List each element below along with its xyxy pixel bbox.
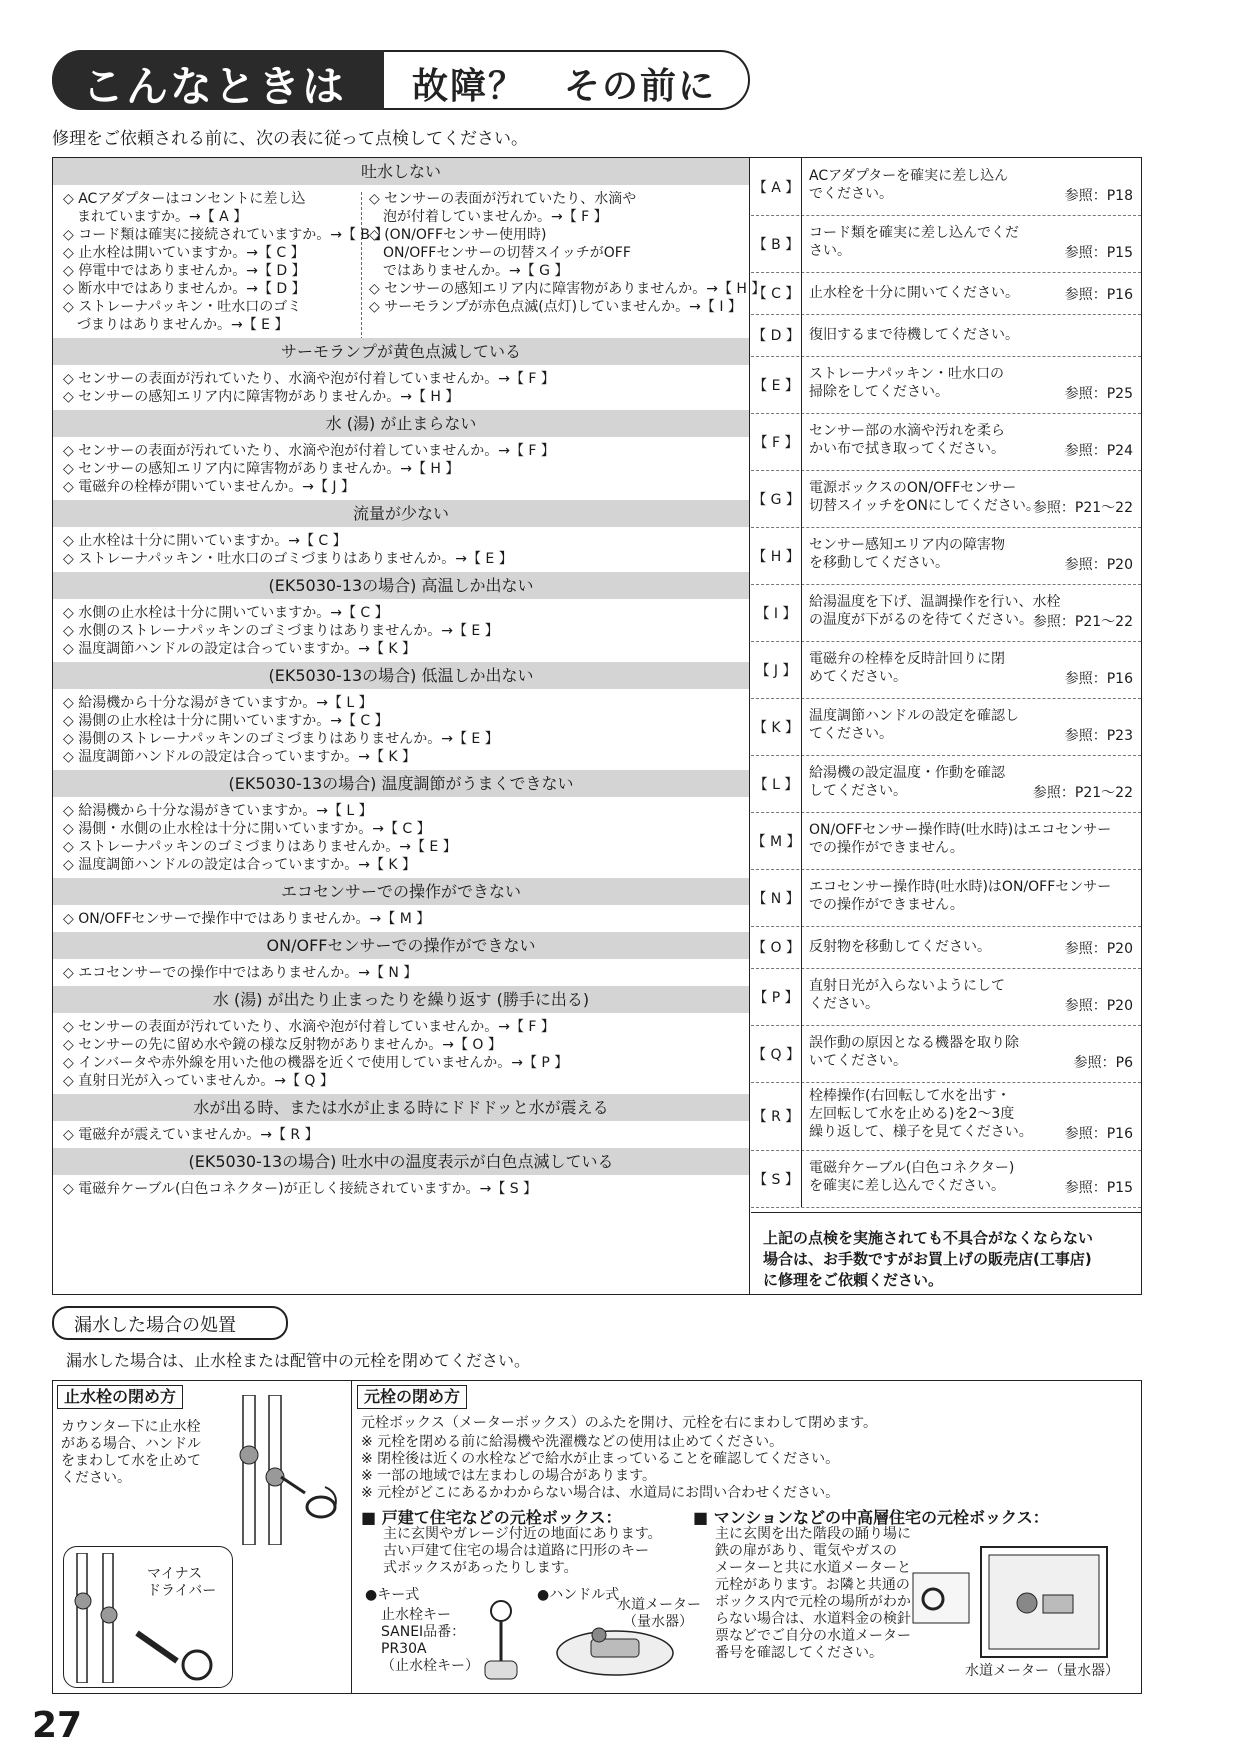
house-text: 古い戸建て住宅の場合は道路に円形のキー	[383, 1543, 649, 1559]
key-label: PR30A	[381, 1641, 427, 1657]
leak-title: 漏水した場合の処置	[74, 1315, 236, 1336]
leak-box	[52, 1380, 1142, 1694]
contact-note-line: 場合は、お手数ですがお買上げの販売店(工事店)	[763, 1250, 1092, 1268]
header-subtitle: 故障？ その前に	[412, 66, 717, 107]
check-item: ◇ センサーの表面が汚れていたり、水滴や泡が付着していませんか。→【 F 】	[63, 443, 555, 459]
remedy-text: 電源ボックスのON/OFFセンサー	[809, 480, 1017, 496]
remedy-page-ref: 参照：P21～22	[1032, 614, 1133, 630]
check-item: ON/OFFセンサーの切替スイッチがOFF	[369, 245, 631, 261]
symptom-heading: サーモランプが黄色点滅している	[53, 338, 749, 365]
remedy-text: 直射日光が入らないようにして	[809, 978, 1005, 994]
remedy-text: コード類を確実に差し込んでくだ	[809, 225, 1019, 241]
remedy-row	[751, 584, 1141, 642]
check-item: ◇ 電磁弁の栓棒が開いていませんか。→【 J 】	[63, 479, 355, 495]
remedy-text: さい。	[809, 243, 851, 259]
remedy-text: を確実に差し込んでください。	[809, 1178, 1005, 1194]
remedy-text: エコセンサー操作時(吐水時)はON/OFFセンサー	[809, 879, 1112, 895]
symptom-heading: 水 (湯) が止まらない	[53, 410, 749, 437]
remedy-code: 【 H 】	[751, 527, 802, 584]
check-item: ◇ ストレーナパッキン・吐水口のゴミ	[63, 299, 302, 315]
driver-label: マイナス	[147, 1566, 203, 1582]
check-item: ◇ センサーの感知エリア内に障害物がありませんか。→【 H 】	[63, 389, 460, 405]
remedy-row	[751, 755, 1141, 813]
remedy-text: 栓棒操作(右回転して水を出す・	[809, 1088, 1011, 1104]
remedy-text: 掃除をしてください。	[809, 384, 949, 400]
panel-divider	[351, 1381, 352, 1693]
remedy-text: 切替スイッチをONにしてください。	[809, 498, 1040, 514]
mansion-text: 元栓があります。お隣と共通の	[715, 1577, 910, 1593]
remedy-text: 給湯機の設定温度・作動を確認	[809, 765, 1005, 781]
remedy-text: めてください。	[809, 669, 907, 685]
check-item: ◇ インバータや赤外線を用いた他の機器を近くで使用していませんか。→【 P 】	[63, 1055, 569, 1071]
check-item: ◇ 断水中ではありませんか。→【 D 】	[63, 281, 306, 297]
contact-note-line: 上記の点検を実施されても不具合がなくならない	[763, 1229, 1094, 1247]
remedy-row	[751, 698, 1141, 756]
remedy-page-ref: 参照：P23	[1064, 728, 1133, 744]
mansion-text: 主に玄関を出た階段の踊り場に	[715, 1526, 911, 1542]
stop-valve-illustration	[233, 1395, 349, 1545]
column-divider	[361, 192, 362, 340]
remedy-page-ref: 参照：P15	[1064, 245, 1133, 261]
remedy-page-ref: 参照：P20	[1064, 941, 1133, 957]
house-heading: ■ 戸建て住宅などの元栓ボックス：	[361, 1508, 622, 1527]
remedy-text: 電磁弁の栓棒を反時計回りに閉	[809, 651, 1005, 667]
remedy-text: ください。	[809, 996, 879, 1012]
house-text: 主に玄関やガレージ付近の地面にあります。	[383, 1526, 662, 1542]
check-item: ◇ エコセンサーでの操作中ではありませんか。→【 N 】	[63, 965, 418, 981]
remedy-code: 【 O 】	[751, 926, 802, 968]
remedy-page-ref: 参照：P20	[1064, 557, 1133, 573]
check-item: ◇ ストレーナパッキンのゴミづまりはありませんか。→【 E 】	[63, 839, 457, 855]
mansion-text: 票などでご自分の水道メーター	[715, 1628, 911, 1644]
remedy-page-ref: 参照：P6	[1073, 1055, 1133, 1071]
remedy-text: 反射物を移動してください。	[809, 939, 991, 955]
remedy-row	[751, 1150, 1141, 1208]
remedy-text: かい布で拭き取ってください。	[809, 441, 1005, 457]
leak-section-title	[52, 1306, 288, 1340]
remedy-text: ON/OFFセンサー操作時(吐水時)はエコセンサー	[809, 822, 1112, 838]
remedy-text: 繰り返して、様子を見てください。	[809, 1124, 1033, 1140]
remedy-row	[751, 968, 1141, 1026]
mansion-text: メーターと共に水道メーターと	[715, 1560, 911, 1576]
main-valve-note: ※ 元栓がどこにあるかわからない場合は、水道局にお問い合わせください。	[361, 1485, 840, 1501]
check-item: ◇ 直射日光が入っていませんか。→【 Q 】	[63, 1073, 334, 1089]
page-number: 27	[32, 1705, 83, 1746]
remedy-text: 電磁弁ケーブル(白色コネクター)	[809, 1160, 1015, 1176]
symptom-heading: (EK5030-13の場合) 低温しか出ない	[53, 662, 749, 689]
remedy-code: 【 G 】	[751, 470, 802, 527]
remedy-page-ref: 参照：P20	[1064, 998, 1133, 1014]
remedy-text: での操作ができません。	[809, 840, 964, 856]
check-item: ◇ ストレーナパッキン・吐水口のゴミづまりはありませんか。→【 E 】	[63, 551, 513, 567]
meter-label: 水道メーター	[617, 1597, 701, 1613]
stop-valve-label: 止水栓の閉め方	[57, 1385, 183, 1409]
remedy-code: 【 K 】	[751, 698, 802, 755]
check-item: ◇ 湯側の止水栓は十分に開いていますか。→【 C 】	[63, 713, 389, 729]
check-item: ◇ センサーの表面が汚れていたり、水滴や	[369, 191, 637, 207]
remedy-text: してください。	[809, 783, 907, 799]
stop-valve-text: カウンター下に止水栓	[61, 1419, 201, 1435]
main-valve-label: 元栓の閉め方	[357, 1385, 467, 1409]
remedy-code: 【 J 】	[751, 641, 802, 698]
symptom-heading: エコセンサーでの操作ができない	[53, 878, 749, 905]
check-item: ◇ 止水栓は開いていますか。→【 C 】	[63, 245, 305, 261]
remedy-row	[751, 641, 1141, 699]
remedy-code: 【 I 】	[751, 584, 802, 641]
check-item: ◇ 湯側・水側の止水栓は十分に開いていますか。→【 C 】	[63, 821, 431, 837]
driver-label: ドライバー	[147, 1583, 217, 1599]
page-header	[52, 50, 748, 111]
header-title: こんなときは	[82, 62, 347, 111]
remedy-code: 【 B 】	[751, 215, 802, 272]
remedy-page-ref: 参照：P21～22	[1032, 785, 1133, 801]
remedy-row	[751, 527, 1141, 585]
remedy-code: 【 P 】	[751, 968, 802, 1025]
symptom-heading: ON/OFFセンサーでの操作ができない	[53, 932, 749, 959]
remedy-page-ref: 参照：P21～22	[1032, 500, 1133, 516]
remedy-text: 誤作動の原因となる機器を取り除	[809, 1035, 1019, 1051]
check-item: ◇ 温度調節ハンドルの設定は合っていますか。→【 K 】	[63, 641, 417, 657]
check-item: ◇ サーモランプが赤色点滅(点灯)していませんか。→【 I 】	[369, 299, 742, 315]
mansion-text: 鉄の扉があり、電気やガスの	[715, 1543, 897, 1559]
remedy-text: センサー部の水滴や汚れを柔ら	[809, 423, 1005, 439]
mansion-text: ボックス内で元栓の場所がわか	[715, 1594, 911, 1610]
remedy-text: いてください。	[809, 1053, 907, 1069]
contact-note-line: に修理をご依頼ください。	[763, 1271, 944, 1289]
remedy-code: 【 A 】	[751, 158, 802, 215]
check-item: ◇ センサーの感知エリア内に障害物がありませんか。→【 H 】	[63, 461, 460, 477]
check-item: ではありませんか。→【 G 】	[369, 263, 569, 279]
remedy-text: センサー感知エリア内の障害物	[809, 537, 1005, 553]
remedy-code: 【 M 】	[751, 812, 802, 869]
contact-note	[751, 1212, 1141, 1289]
key-label: SANEI品番：	[381, 1624, 466, 1640]
remedy-text: での操作ができません。	[809, 897, 964, 913]
check-item: ◇ センサーの先に留め水や鏡の様な反射物がありませんか。→【 O 】	[63, 1037, 502, 1053]
mansion-heading: ■ マンションなどの中高層住宅の元栓ボックス：	[693, 1508, 1049, 1527]
symptom-heading: 水 (湯) が出たり止まったりを繰り返す (勝手に出る)	[53, 986, 749, 1013]
remedy-page-ref: 参照：P24	[1064, 443, 1133, 459]
remedy-code: 【 D 】	[751, 314, 802, 356]
check-item: ◇ 温度調節ハンドルの設定は合っていますか。→【 K 】	[63, 749, 417, 765]
remedy-code: 【 C 】	[751, 272, 802, 314]
remedy-text: の温度が下がるのを待てください。	[809, 612, 1033, 628]
check-item: ◇ (ON/OFFセンサー使用時)	[369, 227, 547, 243]
remedy-text: 復旧するまで待機してください。	[809, 327, 1019, 343]
symptom-heading: 吐水しない	[53, 158, 749, 185]
mansion-text: らない場合は、水道料金の検針	[715, 1611, 911, 1627]
check-item: ◇ コード類は確実に接続されていますか。→【 B 】	[63, 227, 389, 243]
remedy-row	[751, 356, 1141, 414]
remedy-code: 【 F 】	[751, 413, 802, 470]
remedy-row	[751, 926, 1141, 969]
remedy-text: ストレーナパッキン・吐水口の	[809, 366, 1005, 382]
remedy-column	[751, 158, 1141, 1294]
remedy-row	[751, 158, 1141, 216]
check-item: 泡が付着していませんか。→【 F 】	[369, 209, 608, 225]
check-item: ◇ 停電中ではありませんか。→【 D 】	[63, 263, 306, 279]
remedy-code: 【 E 】	[751, 356, 802, 413]
key-label: 止水栓キー	[381, 1607, 451, 1623]
remedy-page-ref: 参照：P16	[1064, 671, 1133, 687]
remedy-code: 【 N 】	[751, 869, 802, 926]
stop-valve-text: ください。	[61, 1470, 131, 1486]
check-item: ◇ 電磁弁が震えていませんか。→【 R 】	[63, 1127, 319, 1143]
remedy-code: 【 R 】	[751, 1082, 802, 1150]
remedy-row	[751, 1082, 1141, 1151]
check-item: ◇ 給湯機から十分な湯がきていますか。→【 L 】	[63, 695, 373, 711]
remedy-code: 【 S 】	[751, 1150, 802, 1207]
remedy-row	[751, 1025, 1141, 1083]
check-item: ◇ 水側のストレーナパッキンのゴミづまりはありませんか。→【 E 】	[63, 623, 499, 639]
intro-text: 修理をご依頼される前に、次の表に従って点検してください。	[52, 129, 528, 149]
check-item: ◇ 湯側のストレーナパッキンのゴミづまりはありませんか。→【 E 】	[63, 731, 499, 747]
leak-instruction: 漏水した場合は、止水栓または配管中の元栓を閉めてください。	[66, 1351, 531, 1370]
mansion-text: 番号を確認してください。	[715, 1645, 883, 1661]
remedy-row	[751, 314, 1141, 357]
remedy-text: でください。	[809, 186, 893, 202]
check-item: ◇ 給湯機から十分な湯がきていますか。→【 L 】	[63, 803, 373, 819]
remedy-row	[751, 215, 1141, 273]
key-label: （止水栓キー）	[381, 1658, 479, 1674]
check-item: ◇ センサーの表面が汚れていたり、水滴や泡が付着していませんか。→【 F 】	[63, 371, 555, 387]
symptom-heading: 水が出る時、または水が止まる時にドドドッと水が震える	[53, 1094, 749, 1121]
main-valve-text: 元栓ボックス（メーターボックス）のふたを開け、元栓を右にまわして閉めます。	[361, 1415, 878, 1431]
remedy-text: 温度調節ハンドルの設定を確認し	[809, 708, 1019, 724]
troubleshooting-table	[52, 157, 1142, 1295]
meter-label: （量水器）	[623, 1614, 693, 1630]
symptom-column	[53, 158, 766, 1294]
check-item: ◇ 止水栓は十分に開いていますか。→【 C 】	[63, 533, 347, 549]
check-item: ◇ ACアダプターはコンセントに差し込	[63, 191, 306, 207]
key-illustration	[471, 1591, 537, 1683]
remedy-code: 【 Q 】	[751, 1025, 802, 1082]
meter-box-illustration	[907, 1543, 1113, 1663]
remedy-page-ref: 参照：P16	[1064, 287, 1133, 303]
check-item: づまりはありませんか。→【 E 】	[63, 317, 289, 333]
check-item: ◇ 電磁弁ケーブル(白色コネクター)が正しく接続されていますか。→【 S 】	[63, 1181, 538, 1197]
main-valve-note: ※ 一部の地域では左まわしの場合があります。	[361, 1468, 657, 1484]
stop-valve-text: がある場合、ハンドル	[61, 1436, 201, 1452]
remedy-row	[751, 272, 1141, 315]
check-item: ◇ ON/OFFセンサーで操作中ではありませんか。→【 M 】	[63, 911, 431, 927]
check-item: ◇ センサーの表面が汚れていたり、水滴や泡が付着していませんか。→【 F 】	[63, 1019, 555, 1035]
remedy-text: 左回転して水を止める)を2～3度	[809, 1106, 1015, 1122]
remedy-text: てください。	[809, 726, 893, 742]
check-item: ◇ 温度調節ハンドルの設定は合っていますか。→【 K 】	[63, 857, 417, 873]
house-text: 式ボックスがあったりします。	[383, 1560, 578, 1576]
remedy-code: 【 L 】	[751, 755, 802, 812]
mansion-meter-label: 水道メーター（量水器）	[965, 1663, 1119, 1679]
remedy-page-ref: 参照：P15	[1064, 1180, 1133, 1196]
symptom-heading: (EK5030-13の場合) 温度調節がうまくできない	[53, 770, 749, 797]
remedy-row	[751, 812, 1141, 870]
handle-type-label: ●ハンドル式	[537, 1587, 620, 1603]
remedy-row	[751, 470, 1141, 528]
symptom-heading: 流量が少ない	[53, 500, 749, 527]
check-item: ◇ 水側の止水栓は十分に開いていますか。→【 C 】	[63, 605, 389, 621]
check-item: ◇ センサーの感知エリア内に障害物がありませんか。→【 H 】	[369, 281, 766, 297]
main-valve-note: ※ 元栓を閉める前に給湯機や洗濯機などの使用は止めてください。	[361, 1434, 784, 1450]
remedy-text: を移動してください。	[809, 555, 949, 571]
remedy-row	[751, 413, 1141, 471]
remedy-text: ACアダプターを確実に差し込ん	[809, 168, 1009, 184]
remedy-page-ref: 参照：P25	[1064, 386, 1133, 402]
remedy-page-ref: 参照：P18	[1064, 188, 1133, 204]
remedy-text: 給湯温度を下げ、温調操作を行い、水栓	[809, 594, 1061, 610]
symptom-heading: (EK5030-13の場合) 高温しか出ない	[53, 572, 749, 599]
key-type-label: ●キー式	[365, 1587, 420, 1603]
remedy-row	[751, 869, 1141, 927]
symptom-heading: (EK5030-13の場合) 吐水中の温度表示が白色点滅している	[53, 1148, 749, 1175]
main-valve-note: ※ 閉栓後は近くの水栓などで給水が止まっていることを確認してください。	[361, 1451, 840, 1467]
stop-valve-text: をまわして水を止めて	[61, 1453, 201, 1469]
check-item: まれていますか。→【 A 】	[63, 209, 248, 225]
remedy-text: 止水栓を十分に開いてください。	[809, 285, 1019, 301]
remedy-page-ref: 参照：P16	[1064, 1126, 1133, 1142]
